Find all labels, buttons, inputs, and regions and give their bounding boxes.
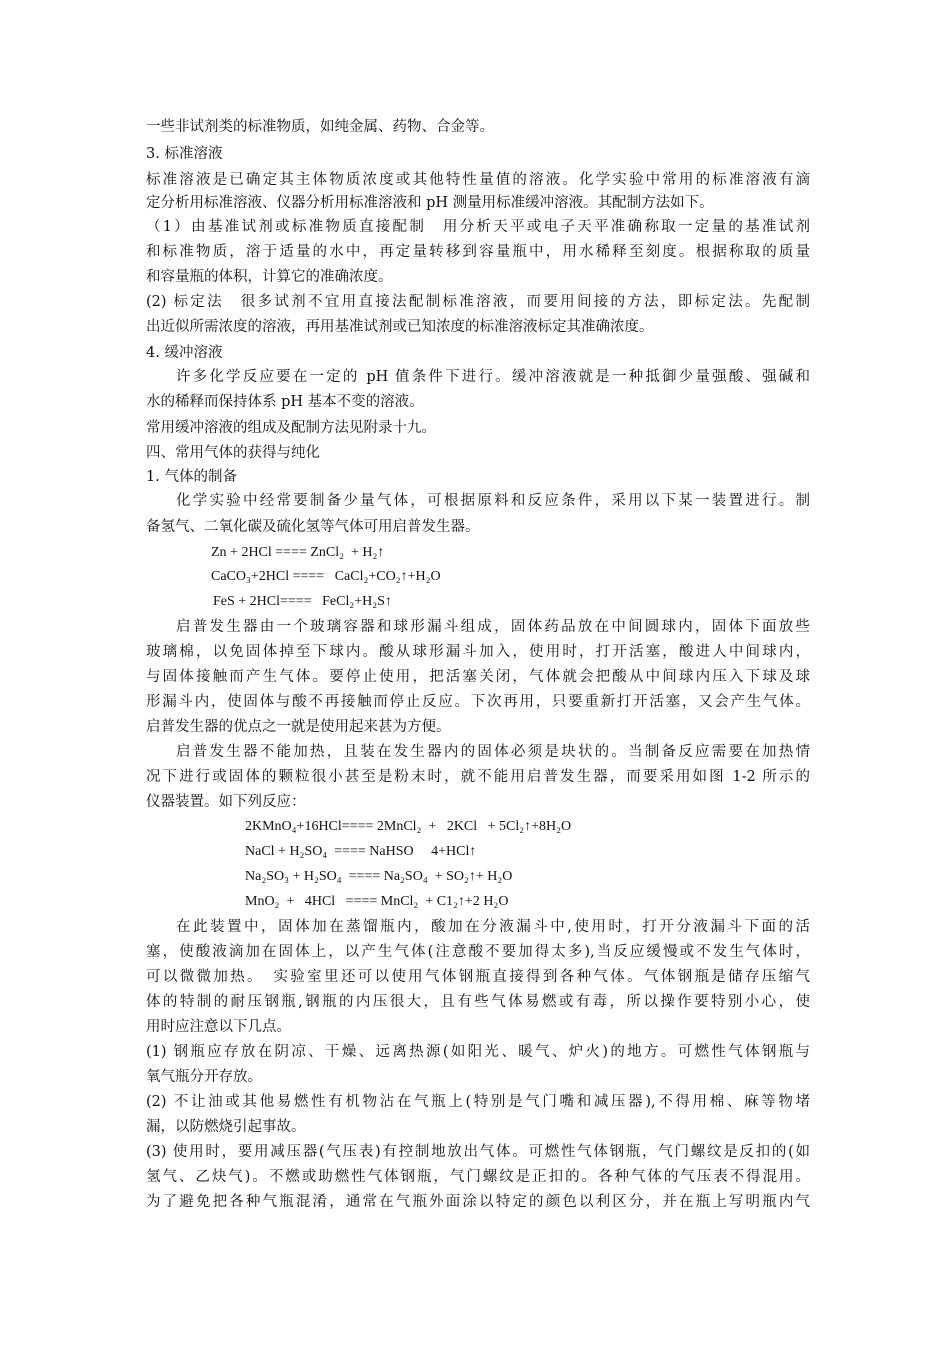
text-line: (1) 钢瓶应存放在阴凉、干燥、远离热源(如阳光、暖气、炉火)的地方。可燃性气体钢瓶与 bbox=[146, 1044, 810, 1060]
section-heading: 1. 气体的制备 bbox=[146, 469, 237, 485]
equation: 2KMnO₄+16HCl==== 2MnCl₂ + 2KCl + 5Cl₂↑+8H₂O bbox=[245, 819, 572, 834]
text-line: 玻璃棉，以免固体掉至下球内。酸从球形漏斗加入，使用时，打开活塞，酸进人中间球内， bbox=[146, 644, 810, 660]
text-line: 与固体接触而产生气体。要停止使用，把活塞关闭，气体就会把酸从中间球内压入下球及球 bbox=[146, 669, 810, 685]
equation: NaCl + H₂SO₄ ==== NaHSO 4+HCl↑ bbox=[245, 844, 477, 859]
text-line: 和容量瓶的体积，计算它的准确浓度。 bbox=[146, 269, 393, 285]
text-line: 许多化学反应要在一定的 pH 值条件下进行。缓冲溶液就是一种抵御少量强酸、强碱和 bbox=[176, 369, 810, 385]
text-line: 氢气、乙炔气)。不燃或助燃性气体钢瓶，气门螺纹是正扣的。各种气体的气压表不得混用。 bbox=[146, 1169, 810, 1185]
equation: CaCO₃+2HCl ==== CaCl₂+CO₂↑+H₂O bbox=[211, 569, 441, 584]
equation: Zn + 2HCl ==== ZnCl₂ + H₂↑ bbox=[211, 545, 385, 560]
section-heading: 3. 标准溶液 bbox=[146, 146, 223, 162]
text-line: 漏，以防燃烧引起事故。 bbox=[146, 1119, 306, 1135]
text-line: 仪器装置。如下列反应： bbox=[146, 794, 306, 810]
text-line: 形漏斗内，使固体与酸不再接触而停止反应。下次再用，只要重新打开活塞，又会产生气体。 bbox=[146, 694, 810, 710]
text-line: 出近似所需浓度的溶液，再用基准试剂或已知浓度的标准溶液标定其准确浓度。 bbox=[146, 319, 654, 335]
text-line: (3) 使用时，要用减压器(气压表)有控制地放出气体。可燃性气体钢瓶，气门螺纹是反扣的(如 bbox=[146, 1144, 810, 1160]
text-line: 标准溶液是已确定其主体物质浓度或其他特性量值的溶液。化学实验中常用的标准溶液有滴 bbox=[146, 172, 810, 188]
text-line: 启普发生器由一个玻璃容器和球形漏斗组成，固体药品放在中间圆球内，固体下面放些 bbox=[176, 619, 810, 635]
text-line: (2) 标定法 很多试剂不宜用直接法配制标准溶液，而要用间接的方法，即标定法。先配制 bbox=[146, 294, 810, 310]
text-line: 常用缓冲溶液的组成及配制方法见附录十九。 bbox=[146, 420, 436, 436]
text-line: （1）由基准试剂或标准物质直接配制 用分析天平或电子天平准确称取一定量的基准试剂 bbox=[146, 219, 810, 235]
section-heading: 4. 缓冲溶液 bbox=[146, 345, 223, 361]
equation: MnO₂ + 4HCl ==== MnCl₂ + C1₂↑+2 H₂O bbox=[245, 894, 509, 909]
text-line: 水的稀释而保持体系 pH 基本不变的溶液。 bbox=[146, 394, 424, 410]
text-line: 体的特制的耐压钢瓶,钢瓶的内压很大，且有些气体易燃或有毒，所以操作要特别小心，使 bbox=[146, 994, 810, 1010]
text-line: 启普发生器的优点之一就是使用起来甚为方便。 bbox=[146, 719, 451, 735]
text-line: 用时应注意以下几点。 bbox=[146, 1019, 291, 1035]
text-line: 启普发生器不能加热，且装在发生器内的固体必须是块状的。当制备反应需要在加热情 bbox=[176, 744, 810, 760]
text-line: 塞，使酸液滴加在固体上，以产生气体(注意酸不要加得太多),当反应缓慢或不发生气体时， bbox=[146, 944, 810, 960]
text-line: 定分析用标准溶液、仪器分析用标准溶液和 pH 测量用标准缓冲溶液。其配制方法如下。 bbox=[146, 195, 714, 211]
text-line: 氧气瓶分开存放。 bbox=[146, 1069, 262, 1085]
text-line: 备氢气、二氧化碳及硫化氢等气体可用启普发生器。 bbox=[146, 519, 480, 535]
text-line: 化学实验中经常要制备少量气体，可根据原料和反应条件，采用以下某一装置进行。制 bbox=[176, 493, 810, 509]
text-line: 和标准物质，溶于适量的水中，再定量转移到容量瓶中，用水稀释至刻度。根据称取的质量 bbox=[146, 244, 810, 260]
equation: Na₂SO₃ + H₂SO₄ ==== Na₂SO₄ + SO₂↑+ H₂O bbox=[245, 869, 513, 884]
text-line: (2) 不让油或其他易燃性有机物沾在气瓶上(特别是气门嘴和减压器),不得用棉、麻等物堵 bbox=[146, 1094, 810, 1110]
equation: FeS + 2HCl==== FeCl₂+H₂S↑ bbox=[213, 594, 392, 609]
text-line: 一些非试剂类的标准物质，如纯金属、药物、合金等。 bbox=[146, 119, 494, 135]
text-line: 可以微微加热。 实验室里还可以使用气体钢瓶直接得到各种气体。气体钢瓶是储存压缩气 bbox=[146, 969, 810, 985]
text-line: 况下进行或固体的颗粒很小甚至是粉末时，就不能用启普发生器，而要采用如图 1-2 所示的 bbox=[146, 769, 810, 785]
text-line: 为了避免把各种气瓶混淆，通常在气瓶外面涂以特定的颜色以利区分，并在瓶上写明瓶内气 bbox=[146, 1194, 810, 1210]
text-line: 在此装置中，固体加在蒸馏瓶内，酸加在分液漏斗中,使用时，打开分液漏斗下面的活 bbox=[176, 919, 810, 935]
section-heading: 四、常用气体的获得与纯化 bbox=[146, 445, 320, 461]
